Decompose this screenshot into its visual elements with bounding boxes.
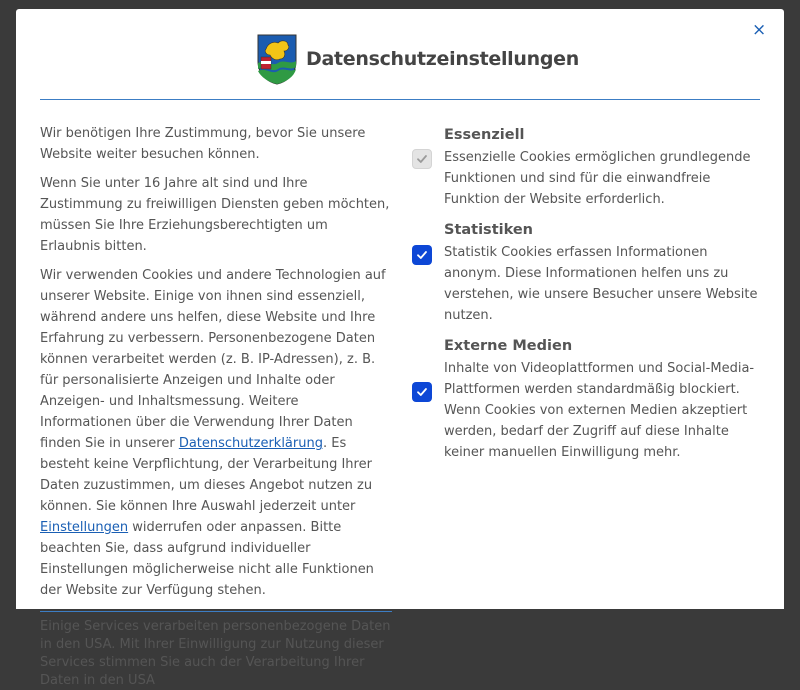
coat-of-arms-icon: [256, 33, 298, 85]
checkmark-icon: [416, 386, 428, 398]
intro-paragraph-cookies: [40, 265, 392, 601]
category-description: Essenzielle Cookies ermöglichen grundlegende Funktionen und sind für die einwandfreie Funktion der Website erforderlich.: [444, 150, 751, 207]
dialog-header: [40, 33, 760, 100]
intro-paragraph-age: Wenn Sie unter 16 Jahre alt sind und Ihre Zustimmung zu freiwilligen Diensten geben möchten, müssen Sie Ihre Erziehungsberechtigten um Erlaubnis bitten.: [40, 176, 390, 254]
divider: [40, 611, 392, 612]
intro-paragraph-consent: Wir benötigen Ihre Zustimmung, bevor Sie unsere Website weiter besuchen können.: [40, 126, 366, 162]
category-title: Essenziell: [444, 127, 525, 143]
dialog-title: Datenschutzeinstellungen: [306, 48, 579, 70]
category-title: Externe Medien: [444, 338, 573, 354]
category-title: Statistiken: [444, 222, 534, 238]
category-description: Statistik Cookies erfassen Informationen anonym. Diese Informationen helfen uns zu verstehen, wie unsere Besucher unsere Website nutzen.: [444, 245, 758, 323]
checkmark-icon: [416, 153, 428, 165]
category-external-media: [444, 334, 762, 463]
cookie-categories: [444, 123, 762, 471]
cookies-text-part3: widerrufen oder anpassen. Bitte beachten Sie, dass aufgrund individueller Einstellungen möglicherweise nicht alle Funktionen der Website zur Verfügung stehen.: [40, 520, 374, 598]
settings-link[interactable]: Einstellungen: [40, 520, 129, 535]
statistics-checkbox[interactable]: [412, 245, 432, 265]
intro-text: [40, 123, 392, 690]
privacy-dialog: [16, 9, 784, 688]
usa-notice: Einige Services verarbeiten personenbezogene Daten in den USA. Mit Ihrer Einwilligung zur Nutzung dieser Services stimmen Sie auch der Verarbeitung Ihrer Daten in den USA: [40, 619, 391, 688]
cookies-text-part1: Wir verwenden Cookies und andere Technologien auf unserer Website. Einige von ihnen sind essenziell, während andere uns helfen, diese Website und Ihre Erfahrung zu verbessern. Personenbezogene Daten können verarbeitet werden (z. B. IP-Adressen), z. B. für personalisierte Anzeigen und Inhalte oder Anzeigen- und Inhaltsmessung. Weitere Informationen über die Verwendung Ihrer Daten finden Sie in unserer: [40, 268, 386, 451]
category-description: Inhalte von Videoplattformen und Social-Media-Plattformen werden standardmäßig blockiert. Wenn Cookies von externen Medien akzeptiert werden, bedarf der Zugriff auf diese Inhalte keiner manuellen Einwilligung mehr.: [444, 361, 755, 460]
privacy-policy-link[interactable]: Datenschutzerklärung: [178, 436, 323, 451]
category-statistics: [444, 218, 762, 326]
category-essential: [444, 123, 762, 210]
cookies-text-part2: . Es besteht keine Verpflichtung, der Verarbeitung Ihrer Daten zuzustimmen, um dieses Angebot nutzen zu können. Sie können Ihre Auswahl jederzeit unter: [40, 436, 373, 514]
close-icon[interactable]: ×: [752, 20, 767, 40]
external-media-checkbox[interactable]: [412, 382, 432, 402]
essential-checkbox: [412, 149, 432, 169]
checkmark-icon: [416, 249, 428, 261]
